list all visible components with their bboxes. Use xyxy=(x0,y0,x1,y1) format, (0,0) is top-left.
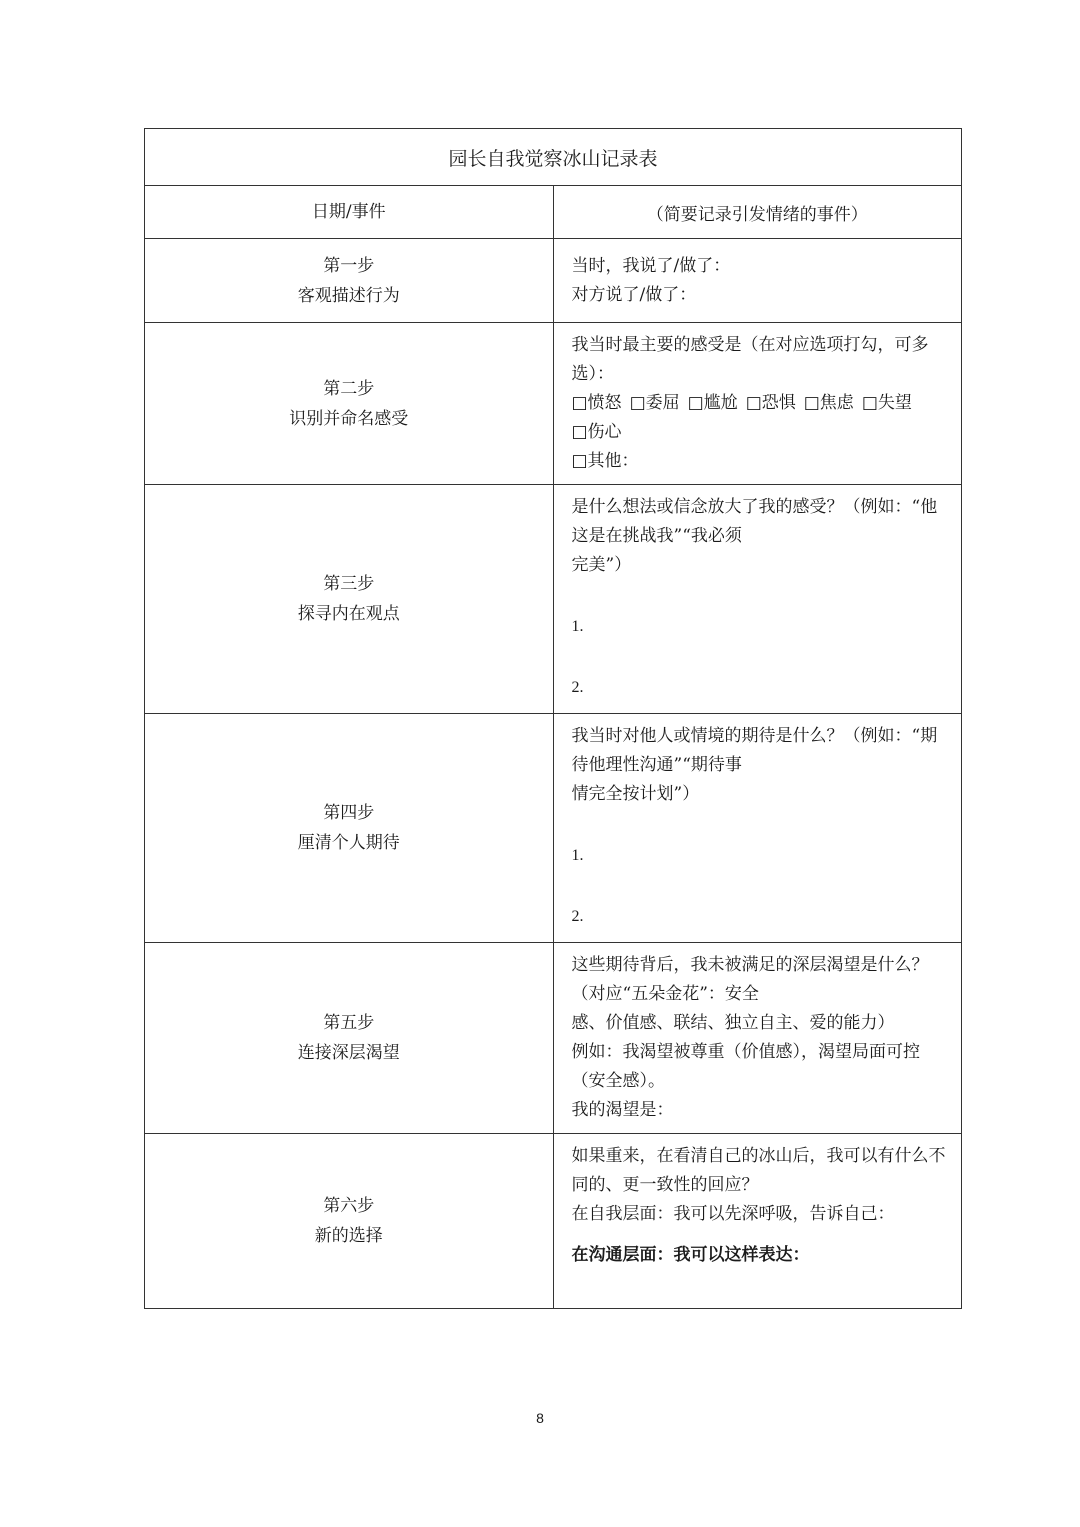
step-5-number: 第五步 xyxy=(323,1013,375,1033)
step-6-prompt: 如果重来，在看清自己的冰山后，我可以有什么不同的、更一致性的回应？ xyxy=(571,1146,946,1195)
feeling-checkbox-other[interactable]: □其他： xyxy=(571,451,639,471)
step-3-item-2: 2. xyxy=(571,679,584,696)
step-1-label xyxy=(145,239,554,323)
step-4-prompt-line-1: 我当时对他人或情境的期待是什么？（例如：“期待他理性沟通”“期待事 xyxy=(571,726,938,775)
step-3-prompt-line-1: 是什么想法或信念放大了我的感受？（例如：“他这是在挑战我”“我必须 xyxy=(571,497,938,546)
step-5-my-longing: 我的渴望是： xyxy=(571,1100,674,1120)
step-6-row xyxy=(145,1134,962,1309)
title-row xyxy=(145,129,962,186)
step-3-prompt-line-2: 完美”） xyxy=(571,555,632,575)
step-3-number: 第三步 xyxy=(323,574,375,594)
step-5-row xyxy=(145,943,962,1134)
step-6-number: 第六步 xyxy=(323,1196,375,1216)
step-3-label xyxy=(145,485,554,714)
step-6-self-level: 在自我层面：我可以先深呼吸，告诉自己： xyxy=(571,1204,895,1224)
feeling-checkbox-sadness[interactable]: □伤心 xyxy=(571,422,622,442)
date-event-row xyxy=(145,186,962,239)
step-1-name: 客观描述行为 xyxy=(297,285,400,306)
step-3-name: 探寻内在观点 xyxy=(297,604,400,624)
feeling-checkbox-disappointment[interactable]: □失望 xyxy=(861,393,912,413)
step-4-content[interactable] xyxy=(553,714,962,943)
iceberg-record-table xyxy=(144,128,962,1309)
step-6-name: 新的选择 xyxy=(314,1226,383,1246)
step-2-prompt: 我当时最主要的感受是（在对应选项打勾，可多选）： xyxy=(571,335,929,384)
step-2-number: 第二步 xyxy=(323,378,375,399)
feeling-options xyxy=(572,389,954,447)
step-5-content[interactable] xyxy=(553,943,962,1134)
step-2-row xyxy=(145,323,962,485)
step-3-row xyxy=(145,485,962,714)
step-2-content xyxy=(553,323,962,485)
step-1-row xyxy=(145,239,962,323)
page-number: 8 xyxy=(536,1410,544,1426)
step-5-example: 例如：我渴望被尊重（价值感），渴望局面可控（安全感）。 xyxy=(571,1042,920,1091)
step-4-number: 第四步 xyxy=(323,803,375,823)
step-4-prompt-line-2: 情完全按计划”） xyxy=(571,784,700,804)
step-5-name: 连接深层渴望 xyxy=(297,1043,400,1063)
feeling-checkbox-anxiety[interactable]: □焦虑 xyxy=(803,393,854,413)
step-6-communication-level: 在沟通层面：我可以这样表达： xyxy=(571,1245,810,1265)
step-1-line-self: 当时，我说了/做了： xyxy=(571,255,731,276)
step-6-content[interactable] xyxy=(553,1134,962,1309)
step-4-name: 厘清个人期待 xyxy=(297,833,400,853)
step-4-label xyxy=(145,714,554,943)
date-event-hint: （简要记录引发情绪的事件） xyxy=(646,204,868,225)
step-4-row xyxy=(145,714,962,943)
step-1-content[interactable] xyxy=(553,239,962,323)
step-2-name: 识别并命名感受 xyxy=(289,408,409,429)
table-title: 园长自我觉察冰山记录表 xyxy=(145,129,962,186)
feeling-checkbox-grievance[interactable]: □委屈 xyxy=(629,393,680,413)
step-2-label xyxy=(145,323,554,485)
step-4-item-1: 1. xyxy=(571,847,584,864)
feeling-checkbox-fear[interactable]: □恐惧 xyxy=(745,393,796,413)
step-5-prompt-line-1: 这些期待背后，我未被满足的深层渴望是什么？（对应“五朵金花”：安全 xyxy=(571,955,929,1004)
step-1-line-other: 对方说了/做了： xyxy=(571,284,697,305)
date-event-field[interactable] xyxy=(553,186,962,239)
step-6-label xyxy=(145,1134,554,1309)
feeling-checkbox-embarrassment[interactable]: □尴尬 xyxy=(687,393,738,413)
step-5-prompt-line-2: 感、价值感、联结、独立自主、爱的能力） xyxy=(571,1013,895,1033)
step-3-content[interactable] xyxy=(553,485,962,714)
step-1-number: 第一步 xyxy=(323,255,375,276)
step-5-label xyxy=(145,943,554,1134)
step-4-item-2: 2. xyxy=(571,908,584,925)
step-3-item-1: 1. xyxy=(571,618,584,635)
date-event-label: 日期/事件 xyxy=(145,186,554,239)
feeling-checkbox-anger[interactable]: □愤怒 xyxy=(571,393,622,413)
